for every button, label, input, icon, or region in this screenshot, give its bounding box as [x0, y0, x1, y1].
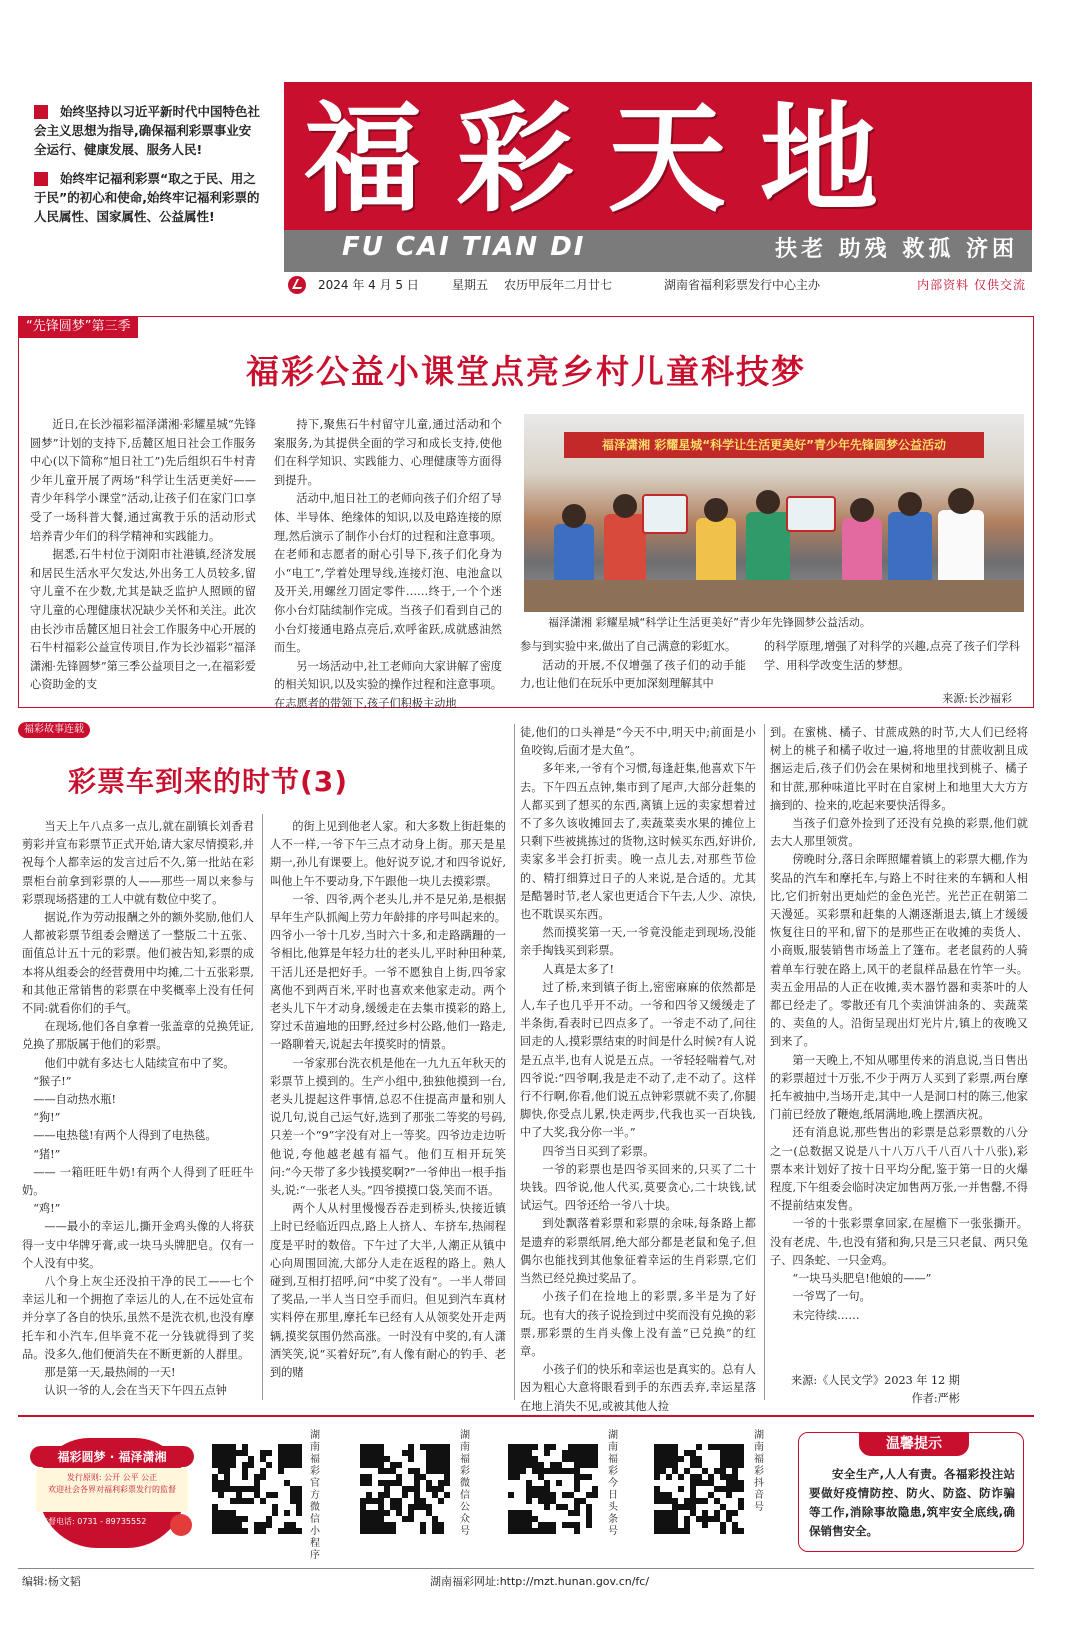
photo-sign — [786, 496, 836, 532]
paragraph: 持下,聚焦石牛村留守儿童,通过活动和个案服务,为其提供全面的学习和成长支持,使他们在科学知识、实践能力、心理健康等方面得到提升。 — [274, 418, 502, 487]
qr-module — [508, 1492, 514, 1498]
small-heart-icon — [170, 1514, 192, 1536]
paragraph: “猴子!” — [33, 1074, 72, 1088]
paragraph: 多年来,一爷有个习惯,每逢赶集,他喜欢下午去。下午四五点钟,集市到了尾声,大部分赶集的人都买到了想买的东西,离镇上远的卖家想着过不了多久该收摊回去了,卖蔬菜卖水果的摊位上只剩下些被挑拣过的货物,这时候买东西,好讲价,卖家多半会打折卖。晚一点儿去,对那些节俭的、精打细算过日子的人来说,是合适的。尤其是酷暑时节,老人家也更适合下午去,人少、凉快,也不耽误买东西。 — [520, 762, 756, 922]
article2-credits — [770, 1372, 960, 1408]
qr-module — [260, 1498, 266, 1504]
paragraph: 到。在蜜桃、橘子、甘蔗成熟的时节,大人们已经将树上的桃子和橘子收过一遍,将地里的甘蔗收割且成捆运走后,孩子们仍会在果树和地里找到桃子、橘子和甘蔗,那种味道比平时在自家树上和地里大大方方摘到的、捡来的,吃起来要快活得多。 — [770, 726, 1028, 812]
safety-tip-title: 温馨提示 — [859, 1432, 969, 1456]
photo-figure — [898, 492, 922, 516]
paragraph: “猪!” — [33, 1147, 61, 1161]
promo-title: 福彩圆梦 · 福泽潇湘 — [30, 1446, 194, 1467]
promo-line: 欢迎社会各界对福利彩票发行的监督 — [48, 1485, 176, 1494]
qr-module — [272, 1492, 278, 1498]
qr-module — [738, 1486, 744, 1492]
slogan-item: 始终坚持以习近平新时代中国特色社会主义思想为指导,确保福利彩票事业安全运行、健康发展、服务人民! — [34, 104, 261, 157]
bottom-rule — [18, 1568, 1034, 1569]
article2-headline: 彩票车到来的时节(3) — [67, 765, 349, 798]
qr-module — [260, 1528, 266, 1534]
article1-column-3 — [520, 638, 746, 694]
photo-sign — [642, 494, 688, 534]
qr-module — [296, 1528, 302, 1534]
qr-module — [702, 1522, 708, 1528]
safety-tip-box — [798, 1432, 1024, 1552]
qr-module — [284, 1510, 290, 1516]
paragraph: ——最小的幸运儿,撕开金鸡头像的人将获得一支中华牌牙膏,或一块马头牌肥皂。仅有一个人没有中奖。 — [22, 1220, 254, 1270]
qr-label: 湖南福彩微信公众号 — [460, 1430, 470, 1537]
qr-module — [696, 1444, 702, 1450]
qr-module — [514, 1474, 520, 1480]
photo-figure — [948, 488, 974, 514]
qr-module — [266, 1450, 272, 1456]
article1-column-2 — [274, 416, 502, 714]
paragraph: 据悉,石牛村位于浏阳市社港镇,经济发展和居民生活水平欠发达,外出务工人员较多,留守儿童不在少数,尤其是缺乏监护人照顾的留守儿童的心理健康状况缺少关怀和关注。此次由长沙市岳麓区旭日社会工作服务中心开展的石牛村福彩公益宣传项目,作为长沙福彩“福泽潇湘·先锋圆梦”第三季公益项目之一,在福彩爱心资助金的支 — [30, 548, 256, 692]
article1-source: 来源:长沙福彩 — [942, 692, 1012, 705]
qr-module — [408, 1516, 414, 1522]
qr-module — [666, 1474, 672, 1480]
toutiao-qr-code[interactable] — [508, 1444, 598, 1534]
paragraph: 活动中,旭日社工的老师向孩子们介绍了导体、半导体、绝缘体的知识,以及电路连接的原理,然后演示了制作小台灯的过程和注意事项。在老师和志愿者的耐心引导下,孩子们化身为小“电工”,学着处理导线,连接灯泡、电池盒以及开关,用螺丝刀固定零件……终于,一个个迷你小台灯陆续制作完成。当孩子们看到自己的小台灯接通电路点亮后,欢呼雀跃,成就感油然而生。 — [274, 492, 502, 655]
qr-module — [586, 1474, 592, 1480]
qr-module — [592, 1462, 598, 1468]
article1-headline: 福彩公益小课堂点亮乡村儿童科技梦 — [246, 352, 806, 391]
column-divider — [514, 724, 515, 1400]
qr-module — [278, 1468, 284, 1474]
paragraph: 在现场,他们各自拿着一张盖章的兑换凭证,兑换了那版属于他们的彩票。 — [22, 1020, 254, 1052]
photo-figure — [850, 498, 874, 522]
website-url[interactable]: 湖南福彩网址:http://mzt.hunan.gov.cn/fc/ — [430, 1575, 650, 1588]
paragraph: 一爷的十张彩票拿回家,在屋檐下一张张撕开。没有老虎、牛,也没有猪和狗,只是三只老鼠、两只兔子、四条蛇、一只金鸡。 — [770, 1217, 1028, 1267]
masthead-title: 福彩天地 — [304, 89, 913, 228]
qr-module — [544, 1504, 550, 1510]
qr-module — [526, 1498, 532, 1504]
welfare-lottery-logo-icon — [286, 275, 308, 295]
qr-module — [402, 1492, 408, 1498]
qr-module — [218, 1492, 224, 1498]
qr-module — [678, 1474, 684, 1480]
qr-module — [296, 1462, 302, 1468]
article2-column-4 — [770, 724, 1028, 1325]
qr-module — [242, 1474, 248, 1480]
qr-module — [248, 1498, 254, 1504]
qr-module — [544, 1450, 550, 1456]
qr-module — [296, 1510, 302, 1516]
paragraph: 一爷的彩票也是四爷买回来的,只买了二十块钱。四爷说,他人代买,莫要贪心,二十块钱,试试运气。四爷还给一爷八十块。 — [520, 1162, 756, 1213]
photo-figure — [938, 510, 984, 584]
photo-figure — [842, 518, 882, 584]
photo-banner: 福泽潇湘 彩耀星城“科学让生活更美好”青少年先锋圆梦公益活动 — [564, 432, 984, 458]
qr-module — [444, 1492, 450, 1498]
photo-figure — [554, 524, 594, 584]
bullet-square-icon — [34, 105, 48, 119]
qr-module — [550, 1528, 556, 1534]
paragraph: 八个身上灰尘还没拍干净的民工——七个幸运儿和一个拥抱了幸运儿的人,在不远处宣布并分享了各自的快乐,虽然不是洗衣机,也没有摩托车和小汽车,但毕竟不花一分钱就得到了奖品。没多久,他们便消失在不断更新的人群里。 — [22, 1275, 254, 1361]
qr-module — [574, 1510, 580, 1516]
paragraph: 当天上午八点多一点儿,就在副镇长刘香君剪彩并宣布彩票节正式开始,请大家尽情摸彩,并祝每个人都幸运的发言过后不久,第一批站在彩票柜台前拿到彩票的人——那些一周以来参与彩票现场搭建的工人中就有数位中奖了。 — [22, 820, 254, 906]
paragraph: 他们中就有多达七人陆续宣布中了奖。 — [44, 1056, 235, 1070]
qr-label: 湖南福彩抖音号 — [754, 1430, 764, 1513]
article1-column-1 — [30, 416, 256, 695]
qr-module — [738, 1462, 744, 1468]
internal-notice: 内部资料 仅供交流 — [917, 278, 1026, 292]
paragraph: 近日,在长沙福彩福泽潇湘·彩耀星城“先锋圆梦”计划的支持下,岳麓区旭日社会工作服务中心(以下简称“旭日社工”)先后组织石牛村青少年儿童开展了两场“科学让生活更美好——青少年科学小课堂”活动,让孩子们在家门口享受了一场科普大餐,通过寓教于乐的活动形式培养青少年们的科学精神和实践能力。 — [30, 418, 256, 543]
qr-module — [532, 1444, 538, 1450]
qr-module — [574, 1528, 580, 1534]
paragraph: 两个人从村里慢慢吞吞走到桥头,快接近镇上时已经临近四点,路上人挤人、车挤车,热闹程度是平时的数倍。下午过了大半,人潮正从镇中心向周围回流,大部分人走在返程的路上。熟人碰到,互相打招呼,问“中奖了没有”。一半人带回了奖品,一半人当日空手而归。但见到汽车真材实料停在那里,摩托车已经有人从领奖处开走两辆,摸奖氛围仍然高涨。一时没有中奖的,有人潇洒笑笑,说“买着好玩”,有人像有耐心的钓手、老到的赌 — [270, 1202, 506, 1380]
editor-credit: 编辑:杨文韬 — [22, 1575, 81, 1588]
paragraph: 到处飘落着彩票和彩票的余味,每条路上都是遗弃的彩票纸屑,绝大部分都是老鼠和兔子,但偶尔也能找到其他象征着幸运的生肖彩票,它们当然已经兑换过奖品了。 — [520, 1217, 756, 1286]
article2-author: 作者:严彬 — [911, 1392, 960, 1406]
dateline — [284, 274, 1032, 296]
photo-figure — [746, 512, 790, 584]
paragraph: 小孩子们在捡地上的彩票,多半是为了好玩。也有大的孩子说捡到过中奖而没有兑换的彩票,那彩票的生肖头像上没有盖“已兑换”的红章。 — [520, 1290, 756, 1358]
qr-module — [720, 1528, 726, 1534]
bullet-square-icon — [34, 172, 48, 186]
paragraph: 人真是太多了! — [542, 962, 615, 976]
qr-module — [248, 1462, 254, 1468]
qr-module — [592, 1492, 598, 1498]
paragraph: 认识一爷的人,会在当天下午四五点钟 — [44, 1384, 227, 1398]
qr-module — [556, 1480, 562, 1486]
publisher: 湖南省福利彩票发行中心主办 — [664, 278, 821, 292]
qr-module — [684, 1528, 690, 1534]
qr-module — [702, 1498, 708, 1504]
paragraph: 还有消息说,那些售出的彩票是总彩票数的八分之一(总数据又说是八十八万八千八百八十八张),彩票本来计划好了按十日平均分配,鉴于第一日的火爆程度,下午组委会临时决定加售两万张,一并售罄,不得不提前结束发售。 — [770, 1126, 1028, 1213]
qr-module — [408, 1456, 414, 1462]
photo-desks — [524, 580, 1024, 612]
paragraph: 未完待续…… — [792, 1308, 860, 1322]
paragraph: 一爷家那台洗衣机是他在一九九五年秋天的彩票节上摸到的。生产小组中,独独他摸到一台,老头儿提起这件事情,总忍不住提高声量和别人说几句,说自己运气好,选到了那张二等奖的号码,只差一个“9”字没有对上一等奖。四爷边走边听他说,夸他越老越有福气。他们互相开玩笑问:“今天带了多少钱摸奖啊?”一爷伸出一根手指头,说:“一张老人头。”四爷摸摸口袋,笑而不语。 — [270, 1056, 506, 1198]
paragraph: 小孩子们的快乐和幸运也是真实的。总有人因为粗心大意将眼看到手的东西丢弃,幸运星落在地上消失不见,或被其他人捡 — [520, 1363, 756, 1413]
qr-module — [550, 1444, 556, 1450]
paragraph: 一爷骂了一句。 — [792, 1290, 871, 1304]
safety-tip-body: 安全生产,人人有责。各福彩投注站要做好疫情防控、防火、防盗、防诈骗等工作,消除事故隐患,筑牢安全底线,确保销售安全。 — [809, 1467, 1015, 1538]
paragraph: 那是第一天,最热闹的一天! — [44, 1366, 176, 1380]
photo-figure — [888, 512, 932, 584]
qr-module — [242, 1516, 248, 1522]
qr-module — [732, 1510, 738, 1516]
promo-badge — [30, 1434, 190, 1552]
qr-module — [420, 1528, 426, 1534]
qr-module — [384, 1510, 390, 1516]
paragraph: “一块马头肥皂!他娘的——” — [792, 1272, 932, 1286]
issue-weekday: 星期五 — [452, 278, 489, 292]
mini-program-qr-code[interactable] — [212, 1444, 302, 1534]
paragraph: 然而摸奖第一天,一爷竟没能走到现场,没能亲手掏钱买到彩票。 — [520, 926, 756, 958]
paragraph: 参与到实验中来,做出了自己满意的彩虹水。 — [520, 640, 737, 653]
paragraph: 另一场活动中,社工老师向大家讲解了密度的相关知识,以及实验的操作过程和注意事项。在志愿者的带领下,孩子们积极主动地 — [274, 659, 502, 710]
qr-module — [654, 1474, 660, 1480]
qr-label: 湖南福彩今日头条号 — [608, 1430, 618, 1537]
qr-module — [438, 1498, 444, 1504]
qr-module — [574, 1486, 580, 1492]
paragraph: 过了桥,来到镇子街上,密密麻麻的依然都是人,车子也几乎开不动。一爷和四爷又缓缓走了半条街,看表时已四点多了。一爷走不动了,问往回走的人,摸彩票结束的时间是什么时候?有人说是五点半,也有人说是五点。一爷轻轻喘着气,对四爷说:“四爷啊,我是走不动了,走不动了。这样行不行啊,你看,他们说五点钟彩票就不卖了,你腿脚快,你受点儿累,快走两步,代我也买一百块钱,中了大奖,我分你一半。” — [520, 980, 756, 1140]
qr-module — [266, 1522, 272, 1528]
article1-column-4 — [764, 638, 1020, 675]
qr-module — [390, 1528, 396, 1534]
promo-card — [36, 1468, 188, 1512]
article1-photo-caption: 福泽潇湘 彩耀星城“科学让生活更美好”青少年先锋圆梦公益活动。 — [548, 616, 871, 629]
masthead-motto: 扶老 助残 救孤 济困 — [775, 237, 1018, 262]
paragraph: 第一天晚上,不知从哪里传来的消息说,当日售出的彩票超过十万张,不少于两万人买到了彩票,两台摩托车被抽中,当场开走,其中一人是洞口村的陈三,他家门前已经放了鞭炮,纸屑满地,晚上摆酒庆祝。 — [770, 1053, 1028, 1122]
paragraph: “鸡!” — [33, 1202, 61, 1216]
qr-module — [242, 1528, 248, 1534]
masthead — [284, 82, 1032, 272]
qr-module — [520, 1468, 526, 1474]
qr-module — [266, 1462, 272, 1468]
photo-figure — [562, 504, 586, 528]
paragraph: 当孩子们意外捡到了还没有兑换的彩票,他们就去大人那里领赏。 — [770, 817, 1028, 849]
qr-module — [678, 1456, 684, 1462]
slogan-item: 始终牢记福利彩票“取之于民、用之于民”的初心和使命,始终牢记福利彩票的人民属性、国家属性、公益属性! — [34, 171, 260, 224]
paragraph: 徒,他们的口头禅是“今天不中,明天中;前面是小鱼咬钩,后面才是大鱼”。 — [520, 726, 756, 758]
promo-telephone: 监督电话: 0731 - 89735552 — [40, 1517, 147, 1526]
masthead-pinyin: FU CAI TIAN DI — [342, 232, 586, 262]
paragraph: 的街上见到他老人家。和大多数上街赶集的人不一样,一爷下午三点才动身上街。那天是星期一,孙儿有课要上。他好说歹说,才和四爷说好,叫他上午不要动身,下午跟他一块儿去摸彩票。 — [270, 820, 506, 888]
paragraph: 活动的开展,不仅增强了孩子们的动手能力,也让他们在玩乐中更加深刻理解其中 — [520, 658, 746, 691]
photo-figure — [704, 498, 728, 522]
qr-label: 湖南福彩官方微信小程序 — [310, 1430, 320, 1561]
qr-module — [444, 1480, 450, 1486]
paragraph: 四爷当日买到了彩票。 — [542, 1144, 655, 1158]
article2-column-tag: 福彩故事连载 — [18, 722, 90, 738]
qr-module — [366, 1480, 372, 1486]
wechat-official-qr-code[interactable] — [360, 1444, 450, 1534]
article2-source: 来源:《人民文学》2023 年 12 期 — [790, 1374, 960, 1387]
qr-module — [586, 1522, 592, 1528]
column-divider — [764, 724, 765, 1400]
paragraph: 傍晚时分,落日余晖照耀着镇上的彩票大棚,作为奖品的汽车和摩托车,与路上不时往来的车辆和人相比,它们折射出更灿烂的金色光芒。光芒正在朝第二天漫延。买彩票和赶集的人潮逐渐退去,镇上才缓缓恢复往日的平和,留下的是那些正在收摊的卖货人、小商贩,服装销售市场盖上了篷布。老老鼠药的人骑着单车行驶在路上,风干的老鼠样品悬在竹竿一头。卖五金用品的人正在收摊,卖木器竹器和卖茶叶的人都已经走了。零散还有几个卖油饼油条的、卖蔬菜的、卖鱼的人。沿街呈现出灯光片片,镇上的夜晚又到来了。 — [770, 853, 1028, 1049]
photo-figure — [613, 494, 637, 518]
promo-line: 发行原则: 公开 公平 公正 — [66, 1473, 158, 1482]
article1-photo — [524, 414, 1024, 612]
issue-lunar-date: 农历甲辰年二月廿七 — [504, 278, 613, 292]
douyin-qr-code[interactable] — [654, 1444, 744, 1534]
qr-module — [260, 1474, 266, 1480]
article2-column-3 — [520, 724, 756, 1416]
qr-module — [738, 1504, 744, 1510]
photo-figure — [756, 490, 780, 514]
qr-module — [230, 1462, 236, 1468]
article2-column-1 — [22, 818, 254, 1401]
paragraph: ——自动热水瓶! — [33, 1093, 116, 1107]
qr-module — [738, 1528, 744, 1534]
issue-date: 2024 年 4 月 5 日 — [318, 278, 419, 292]
paragraph: 一爷、四爷,两个老头儿,并不是兄弟,是根据早年生产队抓阄上劳力年龄排的序号叫起来的。四爷小一爷十几岁,当时六十多,和走路蹒跚的一爷相比,他算是年轻力壮的老头儿,平时种田种菜,干活儿还是把好手。一爷不愿独自上街,四爷家离他不到两百米,平时也喜欢来他家走动。两个老头儿下午才动身,缓缓走在去集市摸彩的路上,穿过禾苗遍地的田野,经过乡村公路,他们一路走,一路聊着天,说起去年摸奖时的情景。 — [270, 892, 506, 1052]
qr-module — [438, 1528, 444, 1534]
paragraph: ——电热毯!有两个人得到了电热毯。 — [33, 1129, 217, 1143]
paragraph: “狗!” — [33, 1111, 61, 1125]
footer-rule — [18, 1415, 1034, 1417]
qr-module — [726, 1492, 732, 1498]
paragraph: 据说,作为劳动报酬之外的额外奖励,他们人人都被彩票节组委会赠送了一整版二十五张、面值总计五十元的彩票。他们被告知,彩票的成本将从组委会的经营费用中均摊,二十五张彩票,和其他正常销售的彩票在中奖概率上没有任何不同:就看你们的手气。 — [22, 911, 254, 1016]
qr-module — [678, 1486, 684, 1492]
photo-figure — [696, 518, 736, 584]
paragraph: —— 一箱旺旺牛奶!有两个人得到了旺旺牛奶。 — [22, 1165, 254, 1198]
paragraph: 的科学原理,增强了对科学的兴趣,点亮了孩子们学科学、用科学改变生活的梦想。 — [764, 640, 1020, 672]
qr-module — [396, 1462, 402, 1468]
qr-module — [272, 1510, 278, 1516]
article2-column-2 — [270, 818, 506, 1382]
slogan-block — [34, 102, 260, 236]
photo-figure — [604, 514, 646, 584]
article1-column-tag: “先锋圆梦”第三季 — [18, 316, 138, 338]
column-divider — [262, 814, 263, 1400]
